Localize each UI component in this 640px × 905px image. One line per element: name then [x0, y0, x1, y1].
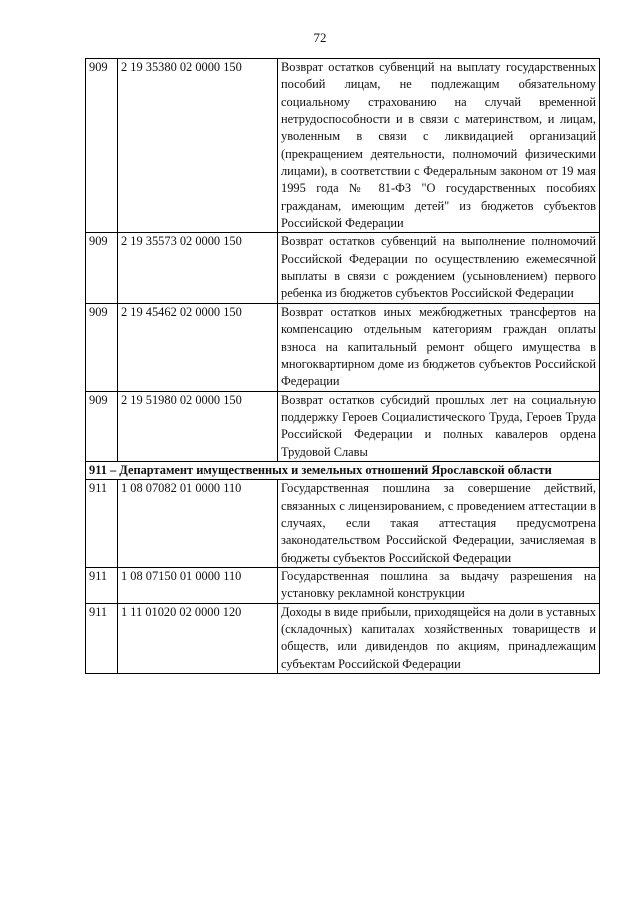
- description-cell: Возврат остатков субвенций на выплату государственных пособий лицам, не подлежащим обязательному социальному страхованию на случай временной нетрудоспособности и в связи с материнством, и лицам, уволенным в связи с ликвидацией организаций (прекращением деятельности, полномочий физическими лицами), в соответствии с Федеральным законом от 19 мая 1995 года № 81-ФЗ "О государственных пособиях гражданам, имеющим детей" из бюджетов субъектов Российской Федерации: [278, 59, 600, 233]
- admin-code-cell: 909: [86, 303, 118, 391]
- revenue-codes-table: [85, 58, 600, 674]
- admin-code-cell: 909: [86, 59, 118, 233]
- budget-code-cell: 2 19 45462 02 0000 150: [118, 303, 278, 391]
- budget-code-cell: 2 19 35573 02 0000 150: [118, 233, 278, 303]
- description-cell: Возврат остатков иных межбюджетных трансфертов на компенсацию отдельным категориям граждан оплаты взноса на капитальный ремонт общего имущества в многоквартирном доме из бюджетов субъектов Российской Федерации: [278, 303, 600, 391]
- description-cell: Доходы в виде прибыли, приходящейся на доли в уставных (складочных) капиталах хозяйственных товариществ и обществ, или дивидендов по акциям, принадлежащим субъектам Российской Федерации: [278, 603, 600, 673]
- admin-code-cell: 909: [86, 233, 118, 303]
- description-cell: Государственная пошлина за выдачу разрешения на установку рекламной конструкции: [278, 567, 600, 603]
- table-row: [86, 567, 600, 603]
- section-title: 911 – Департамент имущественных и земельных отношений Ярославской области: [86, 461, 600, 479]
- admin-code-cell: 909: [86, 391, 118, 461]
- admin-code-cell: 911: [86, 603, 118, 673]
- admin-code-cell: 911: [86, 480, 118, 568]
- budget-code-cell: 1 08 07082 01 0000 110: [118, 480, 278, 568]
- table-row: [86, 480, 600, 568]
- description-cell: Возврат остатков субсидий прошлых лет на социальную поддержку Героев Социалистического Труда, Героев Труда Российской Федерации и полных кавалеров ордена Трудовой Славы: [278, 391, 600, 461]
- table-row: [86, 603, 600, 673]
- description-cell: Государственная пошлина за совершение действий, связанных с лицензированием, с проведением аттестации в случаях, если такая аттестация предусмотрена законодательством Российской Федерации, зачисляемая в бюджеты субъектов Российской Федерации: [278, 480, 600, 568]
- table-row: [86, 303, 600, 391]
- budget-code-cell: 2 19 51980 02 0000 150: [118, 391, 278, 461]
- budget-code-cell: 2 19 35380 02 0000 150: [118, 59, 278, 233]
- budget-code-cell: 1 11 01020 02 0000 120: [118, 603, 278, 673]
- section-header-row: [86, 461, 600, 479]
- budget-code-cell: 1 08 07150 01 0000 110: [118, 567, 278, 603]
- page-number: 72: [313, 30, 327, 45]
- table-row: [86, 391, 600, 461]
- admin-code-cell: 911: [86, 567, 118, 603]
- table-row: [86, 233, 600, 303]
- description-cell: Возврат остатков субвенций на выполнение полномочий Российской Федерации по осуществлению ежемесячной выплаты в связи с рождением (усыновлением) первого ребенка из бюджетов субъектов Российской Федерации: [278, 233, 600, 303]
- table-row: [86, 59, 600, 233]
